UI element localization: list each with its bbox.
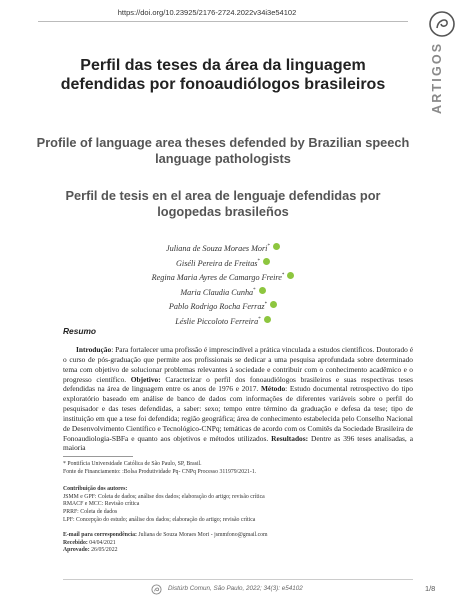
objective-text: Caracterizar o perfil dos fonoaudiólogos brasileiros e suas respectivas teses defendidas na área de linguagem entre os anos de 1976 e 2017.: [63, 374, 413, 394]
contribution-line: LPF: Concepção do estudo; análise dos dados; elaboração do artigo; revisão crítica: [63, 516, 256, 523]
intro-label: Introdução: [76, 345, 112, 354]
abstract-heading: Resumo: [63, 326, 97, 336]
author-name: Maria Claudia Cunha: [180, 287, 254, 297]
contribution-line: RMACF e MCC: Revisão crítica: [63, 501, 140, 508]
author-contributions: [63, 486, 413, 525]
article-title-english: Profile of language area theses defended by Brazilian speech language pathologists: [36, 135, 410, 166]
affiliation-mark: *: [267, 244, 270, 249]
journal-citation: Distúrb Comun, São Paulo, 2022; 34(3): e54102: [168, 585, 303, 592]
header-divider: [38, 21, 408, 22]
affiliation-mark: *: [281, 273, 285, 279]
author-name: Juliana de Souza Moraes Mori: [166, 244, 268, 253]
page-number: 1/8: [425, 584, 436, 593]
affiliation-mark: *: [258, 316, 261, 322]
author-name: Regina Maria Ayres de Camargo Freire: [151, 273, 282, 283]
author-name: Giséli Pereira de Freitas: [176, 258, 258, 268]
article-title-spanish: Perfil de tesis en el area de lenguaje defendidas por logopedas brasileños: [65, 188, 381, 219]
author-entry: [36, 241, 410, 256]
affiliation-mark: *: [264, 302, 268, 308]
correspondence-block: [63, 532, 413, 555]
author-entry: [36, 270, 410, 285]
intro-text: : Para fortalecer uma profissão é imprescindível a prática vinculada a estudos científicos. Doutorado é o curso de pós-graduação que permite aos profissionais se dedicar a uma pesquisa aprofundada sobre determinado tema com objetivo de solucionar problemas relevantes à sociedade e contribuir com o conhecimento acadêmico e o progresso científico.: [63, 345, 413, 384]
footnote-divider: [63, 456, 133, 457]
method-label: Método: [260, 384, 286, 394]
orcid-icon[interactable]: [287, 272, 294, 279]
affiliation-mark: *: [253, 287, 256, 293]
contributions-heading: Contribuição dos autores:: [63, 486, 128, 492]
author-entry: [36, 285, 410, 300]
results-text: Dentre as 396 teses analisadas, a maioria: [63, 433, 413, 453]
received-label: Recebido:: [63, 539, 88, 546]
funding-note: Fonte de Financiamento: :Bolsa Produtividade Pq- CNPq Processo 311979/2021-1.: [63, 468, 257, 475]
author-list: [36, 241, 410, 329]
method-text: : Estudo documental retrospectivo do tipo exploratório baseado em análise de banco de dados com informações de diferentes variáveis sobre o perfil do pesquisador e das teses defendidas, a saber: sexo; tempo entre término da graduação e defesa da tese; tipo de instituição em que a tese foi defendida; região geográfica; área de conhecimento estabelecida pelo Conselho Nacional de Desenvolvimento Científico e Tecnológico-CNPq; temáticas de acordo com os Comitês da Sociedade Brasileira de Fonoaudiologia-SBFa e quanto aos objetivos e métodos utilizados.: [63, 384, 413, 443]
affiliation-note: * Pontifícia Universidade Católica de São Paulo, SP, Brasil.: [63, 461, 202, 467]
section-label: ARTIGOS: [430, 41, 444, 114]
approved-label: Aprovado:: [63, 547, 90, 554]
results-label: Resultados:: [271, 433, 309, 443]
footnotes: [63, 461, 413, 476]
journal-logo-icon: [151, 584, 162, 595]
affiliation-mark: *: [257, 258, 260, 264]
approved-date: 26/05/2022: [89, 547, 118, 554]
orcid-icon[interactable]: [263, 258, 270, 265]
journal-circle-logo-icon: [428, 10, 456, 38]
footer-divider: [63, 579, 413, 580]
contribution-line: PRRF: Coleta de dados: [63, 509, 118, 516]
orcid-icon[interactable]: [264, 316, 271, 323]
author-entry: [36, 299, 410, 314]
email-label: E-mail para correspondência:: [63, 532, 137, 538]
email-text[interactable]: Juliana de Souza Moraes Mori - jsmmfono@gmail.com: [136, 532, 268, 538]
abstract-body: [63, 345, 413, 453]
author-name: Pablo Rodrigo Rocha Ferraz: [168, 302, 265, 312]
contribution-line: JSMM e GPF: Coleta de dados; análise dos dados; elaboração do artigo; revisão crítica: [63, 493, 265, 500]
objective-label: Objetivo:: [130, 374, 161, 384]
author-name: Léslie Piccoloto Ferreira: [175, 316, 259, 326]
orcid-icon[interactable]: [259, 287, 266, 294]
received-date: 04/04/2021: [87, 539, 116, 546]
abstract-paragraph: [63, 345, 413, 453]
author-entry: [36, 256, 410, 271]
orcid-icon[interactable]: [273, 243, 280, 250]
orcid-icon[interactable]: [270, 301, 277, 308]
doi-link[interactable]: https://doi.org/10.23925/2176-2724.2022v34i3e54102: [117, 8, 297, 17]
article-title: Perfil das teses da área da linguagem defendidas por fonoaudiólogos brasileiros: [60, 57, 386, 93]
